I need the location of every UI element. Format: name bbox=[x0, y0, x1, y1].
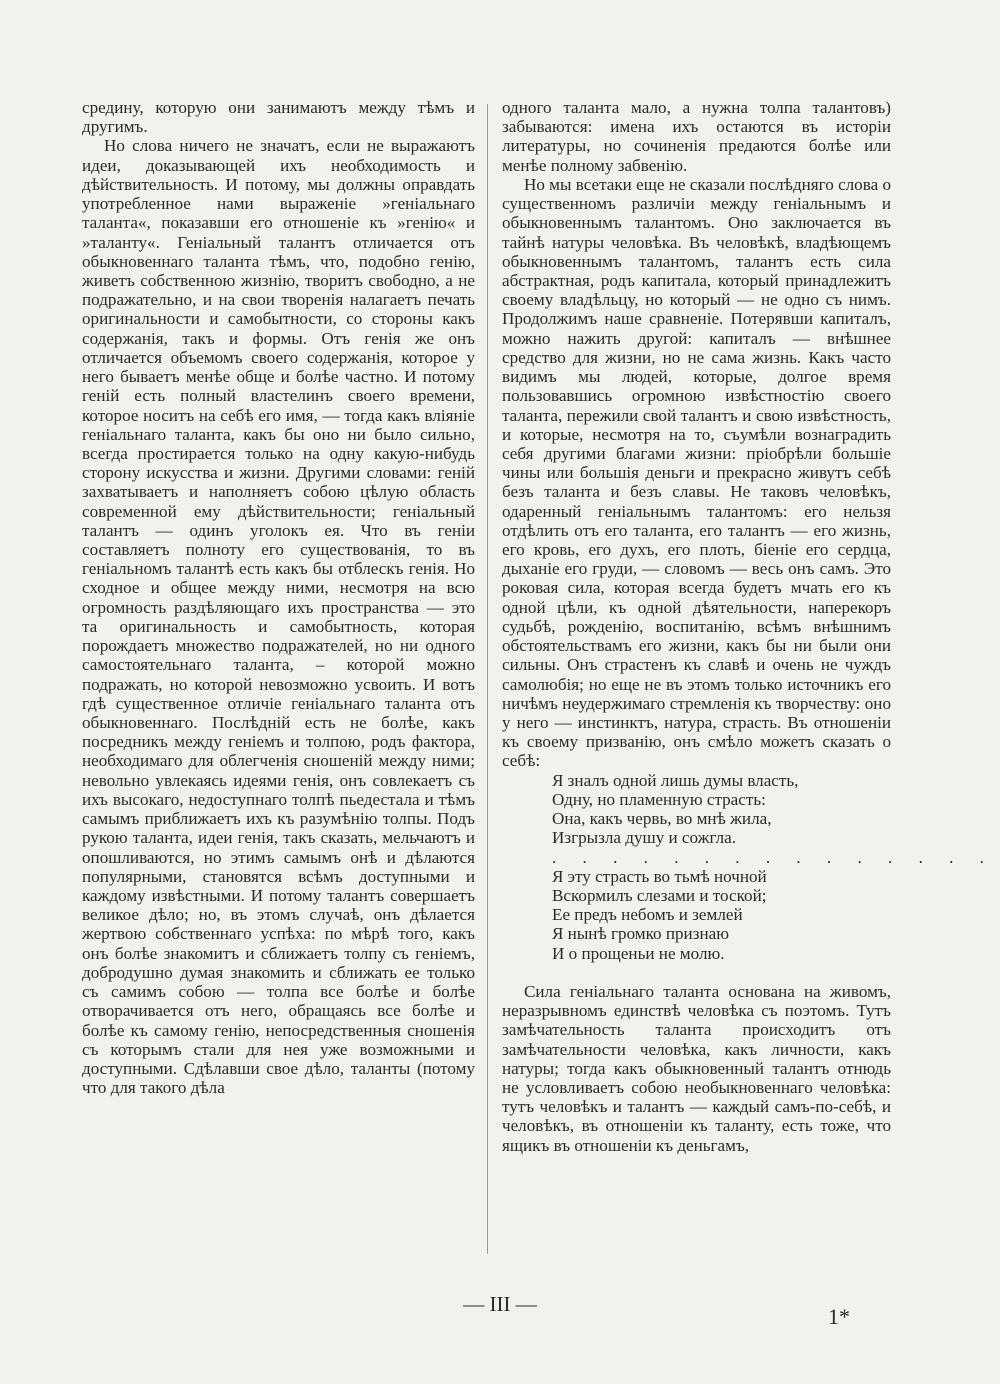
right-column-text-after-poem bbox=[502, 982, 891, 1155]
poem-stanza-1 bbox=[552, 771, 891, 848]
page-number: — III — bbox=[463, 1292, 537, 1316]
poem-ellipsis-dots: . . . . . . . . . . . . . . . bbox=[552, 847, 995, 867]
poem-line: Ее предъ небомъ и землей bbox=[552, 905, 743, 925]
poem-line: Одну, но пламенную страсть: bbox=[552, 789, 766, 809]
poem-stanza-2 bbox=[552, 867, 891, 963]
poem-line: Я зналъ одной лишь думы власть, bbox=[552, 770, 799, 790]
poem-line: Я эту страсть во тьмѣ ночной bbox=[552, 866, 767, 886]
paragraph: одного таланта мало, а нужна толпа талантовъ) забываются: имена ихъ остаются въ исторіи литературы, но сочиненія предаются болѣе или менѣе полному забвенію. bbox=[502, 98, 891, 175]
poem-line: Вскормилъ слезами и тоской; bbox=[552, 885, 767, 905]
right-column bbox=[502, 98, 995, 1155]
left-column bbox=[82, 98, 475, 1097]
poem-line: И о прощеньи не молю. bbox=[552, 943, 725, 963]
paragraph: средину, которую они занимаютъ между тѣмъ и другимъ. bbox=[82, 98, 475, 137]
signature-mark: 1* bbox=[828, 1304, 850, 1329]
paragraph: Сила геніальнаго таланта основана на живомъ, неразрывномъ единствѣ человѣка съ поэтомъ. Тутъ замѣчательность таланта происходитъ отъ замѣчательности человѣка, какъ личности, какъ натуры; тогда какъ обыкновенный талантъ отнюдь не условливаетъ собою необыкновеннаго человѣка: тутъ человѣкъ и талантъ — каждый самъ-по-себѣ, и человѣкъ, въ отношеніи къ таланту, есть тоже, что ящикъ въ отношеніи къ деньгамъ, bbox=[502, 981, 891, 1155]
column-divider bbox=[487, 104, 488, 1254]
poem-line: Она, какъ червь, во мнѣ жила, bbox=[552, 809, 772, 829]
poem-line: Я нынѣ громко признаю bbox=[552, 924, 729, 944]
poem-line: Изгрызла душу и сожгла. bbox=[552, 828, 736, 848]
right-column-text-before-poem bbox=[502, 98, 891, 771]
paragraph: Но мы всетаки еще не сказали послѣдняго слова о существенномъ различіи между геніальнымъ и обыкновеннымъ талантомъ. Оно заключается въ тайнѣ натуры человѣка. Въ человѣкѣ, владѣющемъ обыкновеннымъ талантомъ, талантъ есть сила абстрактная, родъ капитала, который принадлежитъ своему владѣльцу, но который — не одно съ нимъ. Продолжимъ наше сравненіе. Потерявши капиталъ, можно нажить другой: капиталъ — внѣшнее средство для жизни, но не сама жизнь. Какъ часто видимъ мы людей, которые, долгое время пользовавшись огромною извѣстностію своего таланта, пережили свой талантъ и свою извѣстность, и которые, несмотря на то, съумѣли вознаградить себя другими благами жизни: пріобрѣли большіе чины или большія деньги и прекрасно живутъ себѣ безъ таланта и безъ славы. Не таковъ человѣкъ, одаренный геніальнымъ талантомъ: его нельзя отдѣлить отъ его таланта, его талантъ — его жизнь, его кровь, его духъ, его плоть, біеніе его сердца, дыханіе его груди, — словомъ — весь онъ самъ. Это роковая сила, которая всегда будетъ мчать его къ одной цѣли, къ одной дѣятельности, наперекоръ судьбѣ, рожденію, воспитанію, всѣмъ внѣшнимъ обстоятельствамъ его жизни, какъ бы ни были они сильны. Онъ страстенъ къ славѣ и очень не чуждъ самолюбія; но еще не въ этомъ только источникъ его ничѣмъ неудержимаго стремленія къ творчеству: оно у него — инстинктъ, натура, страсть. Въ отношеніи къ своему призванію, онъ смѣло можетъ сказать о себѣ: bbox=[502, 174, 891, 771]
poem-quote bbox=[552, 770, 995, 963]
paragraph: Но слова ничего не значатъ, если не выражаютъ идеи, доказывающей ихъ необходимость и дѣйствительность. И потому, мы должны оправдать употребленное нами выраженіе »геніальнаго таланта«, показавши его отношеніе къ »генію« и »таланту«. Геніальный талантъ отличается отъ обыкновеннаго таланта тѣмъ, что, подобно генію, живетъ собственною жизнію, творитъ свободно, а не подражательно, и на свои творенія налагаетъ печать оригинальности и самобытности, со стороны какъ содержанія, такъ и формы. Отъ генія же онъ отличается объемомъ своего содержанія, которое у него бываетъ менѣе обще и болѣе частно. И потому геній есть полный властелинъ своего времени, которое носитъ на себѣ его имя, — тогда какъ вліяніе геніальнаго таланта, какъ бы оно ни было сильно, всегда простирается только на одну какую-нибудь сторону искусства и жизни. Другими словами: геній захватываетъ и наполняетъ собою цѣлую область современной ему дѣйствительности; геніальный талантъ — одинъ уголокъ ея. Что въ геніи составляетъ полноту его существованія, то въ геніальномъ талантѣ есть какъ бы отблескъ генія. Но сходное и общее между ними, несмотря на всю огромность раздѣляющаго ихъ пространства — это та оригинальность и самобытность, которая порождаетъ множество подражателей, но ни одного самостоятельнаго таланта, – которой можно подражать, но которой невозможно усвоить. И вотъ гдѣ существенное отличіе геніальнаго таланта отъ обыкновеннаго. Послѣдній есть не болѣе, какъ посредникъ между геніемъ и толпою, родъ фактора, необходимаго для облегченія сношеній между ними; невольно увлекаясь идеями генія, онъ совлекаетъ съ ихъ высокаго, недоступнаго толпѣ пьедестала и тѣмъ самымъ приближаетъ ихъ къ разумѣнію толпы. Подъ рукою таланта, идеи генія, такъ сказать, мельчаютъ и опошливаются, но этимъ самымъ онѣ и дѣлаются популярными, становятся всѣмъ доступными и каждому извѣстными. И потому талантъ совершаетъ великое дѣло; но, въ этомъ случаѣ, онъ дѣлается жертвою собственнаго успѣха: по мѣрѣ того, какъ онъ болѣе знакомитъ и сближаетъ толпу съ геніемъ, добродушно думая знакомить и сближать ее только съ самимъ собою — толпа все болѣе и болѣе отворачивается отъ него, обращаясь все болѣе и болѣе къ самому генію, непосредственныя сношенія съ которымъ стали для нея уже возможными и доступными. Сдѣлавши свое дѣло, таланты (потому что для такого дѣла bbox=[82, 136, 475, 1098]
